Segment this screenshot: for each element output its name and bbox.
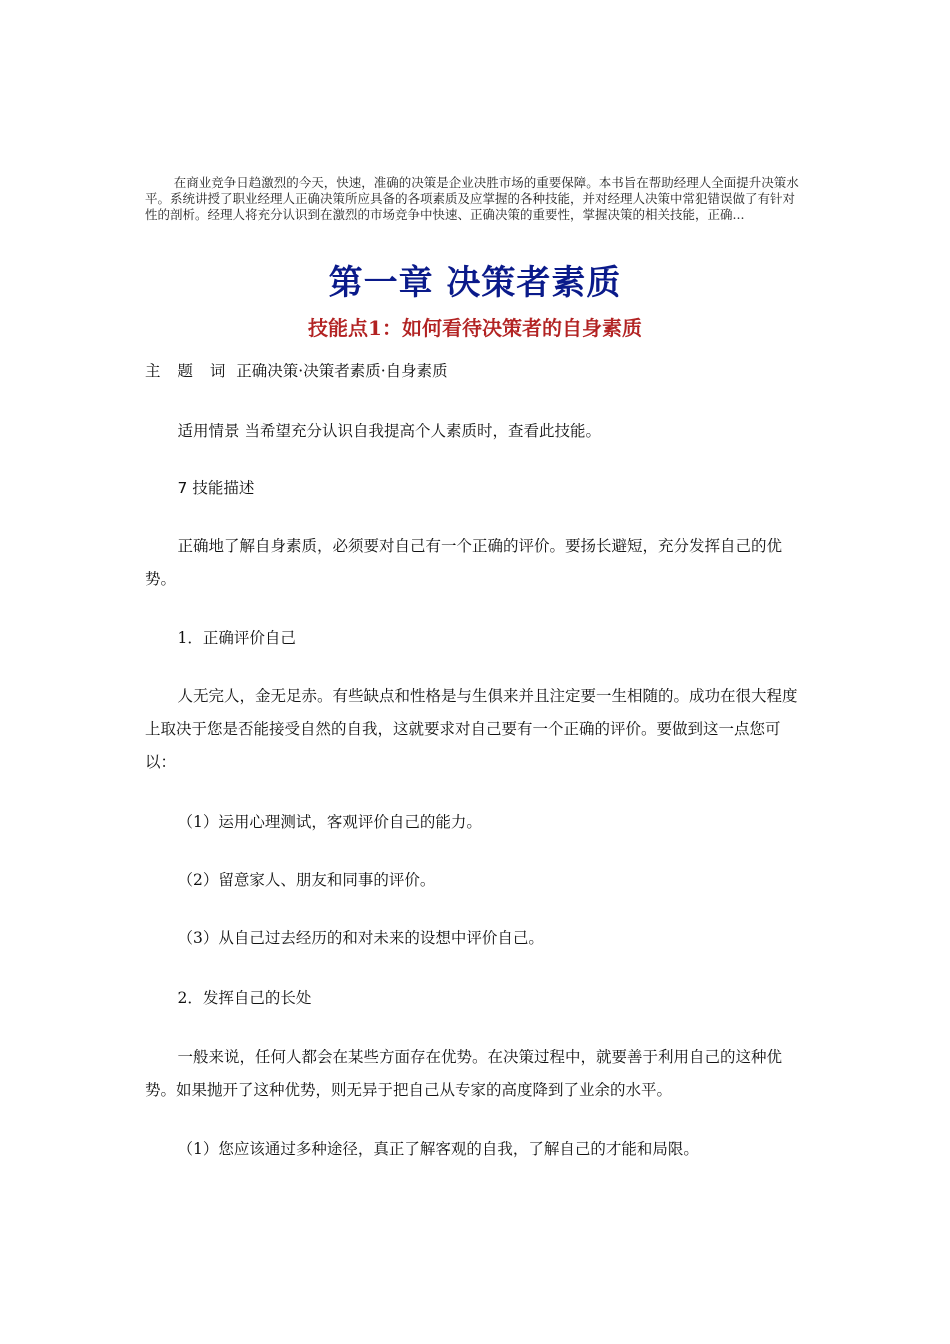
paragraph-self-knowledge: 正确地了解自身素质，必须要对自己有一个正确的评价。要扬长避短，充分发挥自己的优势。 — [145, 537, 783, 588]
chapter-title: 第一章 决策者素质 — [328, 263, 622, 303]
section-heading-text: 7 技能描述 — [177, 479, 255, 497]
skill-title: 技能点1：如何看待决策者的自身素质 — [308, 316, 642, 340]
heading-strengths: 2．发挥自己的长处 — [177, 989, 312, 1007]
keywords-line — [145, 355, 805, 388]
scenario-value: 当希望充分认识自我提高个人素质时，查看此技能。 — [244, 422, 602, 440]
scenario-line — [145, 415, 805, 448]
keywords-label: 主 题 词 — [145, 362, 232, 380]
section-heading — [145, 472, 805, 505]
heading-evaluate-self: 1．正确评价自己 — [177, 629, 296, 647]
list-item-others-evaluation: （2）留意家人、朋友和同事的评价。 — [177, 871, 436, 889]
list-item-know-yourself: （1）您应该通过多种途径，真正了解客观的自我，了解自己的才能和局限。 — [177, 1140, 699, 1158]
paragraph-strengths: 一般来说，任何人都会在某些方面存在优势。在决策过程中，就要善于利用自己的这种优势。如果抛开了这种优势，则无异于把自己从专家的高度降到了业余的水平。 — [145, 1048, 783, 1099]
list-item-past-future: （3）从自己过去经历的和对未来的设想中评价自己。 — [177, 929, 544, 947]
list-item-psych-test: （1）运用心理测试，客观评价自己的能力。 — [177, 813, 482, 831]
keywords-value: 正确决策·决策者素质·自身素质 — [236, 362, 448, 380]
paragraph-evaluate-self: 人无完人，金无足赤。有些缺点和性格是与生俱来并且注定要一生相随的。成功在很大程度上取决于您是否能接受自然的自我，这就要求对自己要有一个正确的评价。要做到这一点您可以： — [145, 687, 798, 771]
intro-paragraph: 在商业竞争日趋激烈的今天，快速，准确的决策是企业决胜市场的重要保障。本书旨在帮助经理人全面提升决策水平。系统讲授了职业经理人正确决策所应具备的各项素质及应掌握的各种技能，并对经理人决策中常犯错误做了有针对性的剖析。经理人将充分认识到在激烈的市场竞争中快速、正确决策的重要性，掌握决策的相关技能，正确... — [145, 175, 799, 222]
scenario-label: 适用情景 — [177, 422, 240, 440]
